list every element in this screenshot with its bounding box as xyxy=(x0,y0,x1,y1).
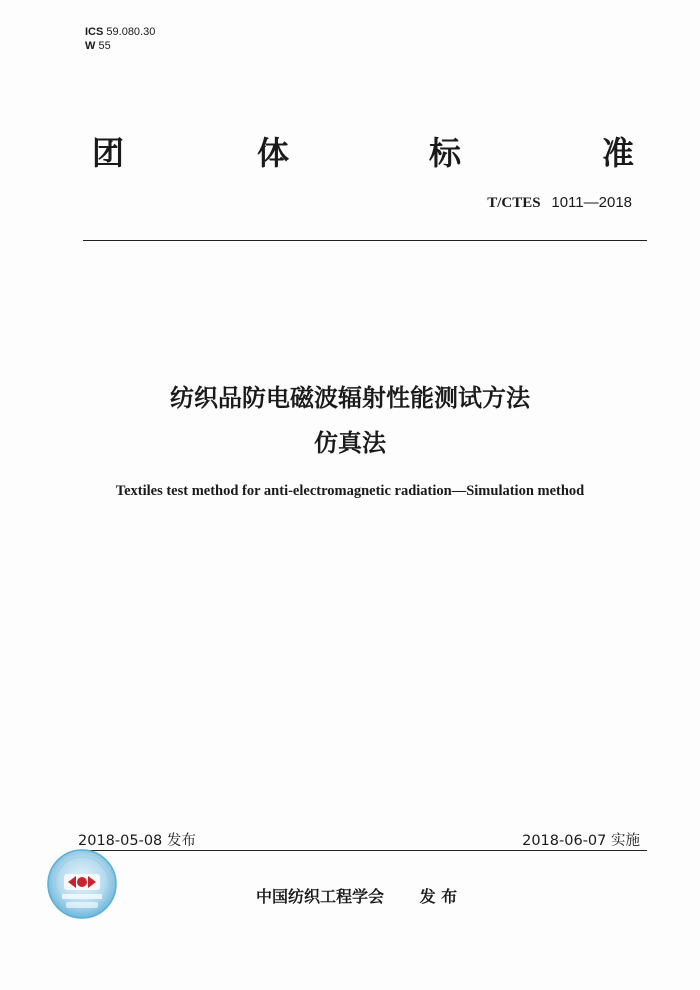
top-divider xyxy=(83,240,647,241)
ccs-code: 55 xyxy=(98,40,111,52)
ccs-label: W xyxy=(85,40,96,52)
classification-codes xyxy=(85,25,155,53)
standard-type-heading xyxy=(92,128,642,172)
ics-line xyxy=(85,25,155,39)
title-english: Textiles test method for anti-electromagnetic radiation—Simulation method xyxy=(115,483,585,499)
subtitle-chinese: 仿真法 xyxy=(314,429,386,457)
standard-code-org: T/CTES xyxy=(487,195,541,211)
ics-code: 59.080.30 xyxy=(106,26,156,38)
publish-date: 2018-05-08 发布 xyxy=(78,833,196,849)
standard-type-char-3: 标 xyxy=(429,134,462,172)
publisher-action: 发 布 xyxy=(419,887,458,906)
standard-type-char-1: 团 xyxy=(92,134,125,172)
anti-counterfeit-seal xyxy=(46,848,118,920)
publisher-name: 中国纺织工程学会 xyxy=(256,887,385,906)
implementation-date: 2018-06-07 实施 xyxy=(522,833,640,849)
ccs-line xyxy=(85,39,155,53)
seal-icon xyxy=(46,848,118,920)
standard-code xyxy=(487,193,632,212)
bottom-divider xyxy=(83,850,647,851)
standard-type-char-2: 体 xyxy=(257,134,290,172)
standard-type-char-4: 准 xyxy=(602,134,635,172)
standard-code-number: 1011—2018 xyxy=(551,194,632,211)
ics-label: ICS xyxy=(85,26,104,38)
title-chinese: 纺织品防电磁波辐射性能测试方法 xyxy=(170,384,530,412)
publisher xyxy=(256,884,457,907)
